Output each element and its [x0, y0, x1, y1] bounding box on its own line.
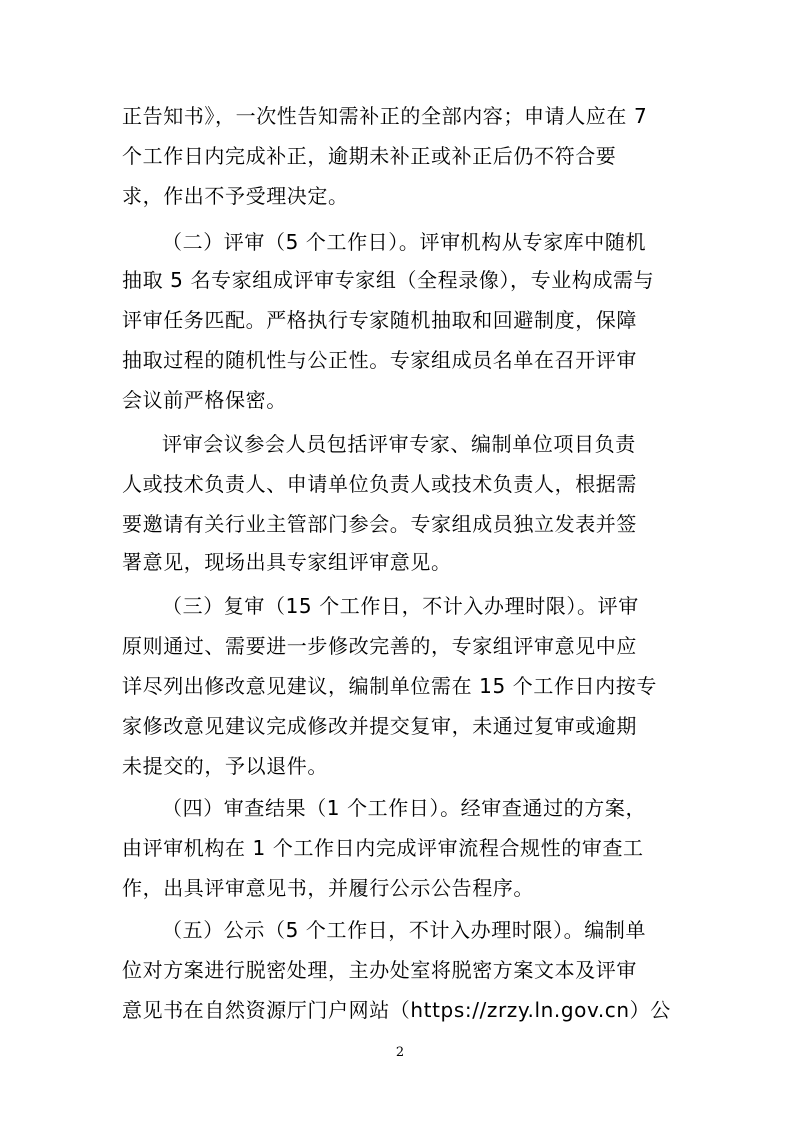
text-line: 个工作日内完成补正，逾期未补正或补正后仍不符合要: [122, 144, 617, 168]
text-line: 由评审机构在 1 个工作日内完成评审流程合规性的审查工: [122, 836, 644, 860]
paragraph-first-line: （四）审查结果（1 个工作日）。经审查通过的方案，: [162, 796, 647, 820]
text-line: 会议前严格保密。: [122, 388, 287, 412]
text-line: 署意见，现场出具专家组评审意见。: [122, 550, 452, 574]
paragraph-first-line: 评审会议参会人员包括评审专家、编制单位项目负责: [162, 432, 636, 456]
paragraph-first-line: （三）复审（15 个工作日，不计入办理时限）。评审: [162, 594, 639, 618]
text-line: 详尽列出修改意见建议，编制单位需在 15 个工作日内按专: [122, 674, 657, 698]
text-line: 要邀请有关行业主管部门参会。专家组成员独立发表并签: [122, 512, 637, 536]
text-line: 人或技术负责人、申请单位负责人或技术负责人，根据需: [122, 472, 637, 496]
text-line: 作，出具评审意见书，并履行公示公告程序。: [122, 876, 534, 900]
text-line: 位对方案进行脱密处理，主办处室将脱密方案文本及评审: [122, 958, 637, 982]
text-line: 意见书在自然资源厅门户网站（https://zrzy.ln.gov.cn）公: [122, 998, 671, 1022]
text-line: 家修改意见建议完成修改并提交复审，未通过复审或逾期: [122, 714, 637, 738]
paragraph-first-line: （五）公示（5 个工作日，不计入办理时限）。编制单: [162, 918, 647, 942]
paragraph-first-line: （二）评审（5 个工作日）。评审机构从专家库中随机: [162, 230, 647, 254]
text-line: 正告知书》，一次性告知需补正的全部内容；申请人应在 7: [122, 104, 648, 128]
text-line: 原则通过、需要进一步修改完善的，专家组评审意见中应: [122, 634, 637, 658]
text-line: 抽取 5 名专家组成评审专家组（全程录像），专业构成需与: [122, 268, 655, 292]
text-line: 求，作出不予受理决定。: [122, 184, 349, 208]
text-line: 抽取过程的随机性与公正性。专家组成员名单在召开评审: [122, 348, 637, 372]
text-line: 评审任务匹配。严格执行专家随机抽取和回避制度，保障: [122, 308, 637, 332]
text-line: 未提交的，予以退件。: [122, 754, 328, 778]
page-number: 2: [395, 1045, 405, 1060]
